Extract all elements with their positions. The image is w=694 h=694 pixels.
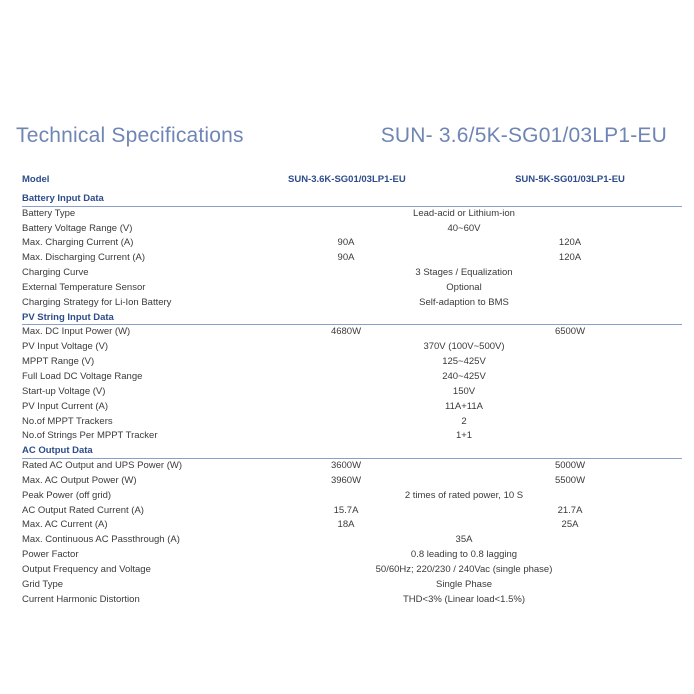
spec-row [22, 533, 682, 548]
spec-label: Output Frequency and Voltage [22, 563, 151, 575]
spec-label: AC Output Rated Current (A) [22, 504, 144, 516]
spec-value-model-2: 21.7A [557, 504, 583, 516]
spec-label: Battery Type [22, 207, 76, 219]
spec-row [22, 385, 682, 400]
spec-value-model-1: 3960W [330, 474, 362, 486]
spec-label: MPPT Range (V) [22, 356, 95, 368]
spec-value-merged: 35A [455, 534, 473, 546]
model-header-row [22, 173, 682, 188]
spec-value-model-1: 90A [337, 252, 355, 264]
model-label: Model [22, 174, 50, 185]
spec-value-model-1: 18A [337, 519, 355, 531]
spec-row [22, 266, 682, 281]
spec-label: Max. Discharging Current (A) [22, 252, 146, 264]
spec-label: No.of Strings Per MPPT Tracker [22, 430, 158, 442]
spec-value-merged: 50/60Hz; 220/230 / 240Vac (single phase) [375, 563, 553, 575]
spec-label: PV Input Voltage (V) [22, 341, 109, 353]
spec-row [22, 563, 682, 578]
spec-row [22, 548, 682, 563]
page-title: Technical Specifications [16, 124, 244, 147]
spec-row [22, 593, 682, 608]
spec-row [22, 578, 682, 593]
spec-row [22, 236, 682, 251]
spec-value-model-2: 5500W [554, 474, 586, 486]
spec-label: Max. AC Current (A) [22, 519, 108, 531]
spec-row [22, 459, 682, 474]
spec-label: Full Load DC Voltage Range [22, 370, 143, 382]
section-title: AC Output Data [22, 445, 93, 457]
spec-row [22, 415, 682, 430]
spec-label: Max. DC Input Power (W) [22, 326, 131, 338]
spec-label: Start-up Voltage (V) [22, 385, 106, 397]
spec-value-merged: Lead-acid or Lithium-ion [413, 207, 515, 219]
spec-row [22, 474, 682, 489]
spec-label: Max. Continuous AC Passthrough (A) [22, 534, 180, 546]
spec-value-model-1: 90A [337, 237, 355, 249]
spec-row [22, 489, 682, 504]
model-col-2: SUN-5K-SG01/03LP1-EU [515, 174, 625, 185]
spec-value-merged: 1+1 [455, 430, 473, 442]
section-header [22, 444, 682, 459]
spec-value-merged: Single Phase [436, 578, 492, 590]
spec-value-merged: 370V (100V~500V) [423, 341, 505, 353]
spec-row [22, 222, 682, 237]
section-header [22, 192, 682, 207]
spec-table [22, 173, 682, 607]
spec-value-model-2: 120A [558, 252, 582, 264]
section-header [22, 311, 682, 326]
model-range-title: SUN- 3.6/5K-SG01/03LP1-EU [380, 124, 667, 147]
spec-label: Peak Power (off grid) [22, 489, 112, 501]
spec-row [22, 355, 682, 370]
spec-label: Battery Voltage Range (V) [22, 222, 133, 234]
spec-value-merged: 2 [461, 415, 467, 427]
section-title: PV String Input Data [22, 311, 114, 323]
spec-value-model-1: 4680W [330, 326, 362, 338]
spec-value-model-2: 120A [558, 237, 582, 249]
spec-value-merged: 40~60V [447, 222, 481, 234]
spec-label: Grid Type [22, 578, 64, 590]
spec-label: Rated AC Output and UPS Power (W) [22, 460, 182, 472]
spec-label: PV Input Current (A) [22, 400, 109, 412]
spec-label: Charging Strategy for Li-Ion Battery [22, 296, 172, 308]
spec-row [22, 325, 682, 340]
spec-value-merged: 2 times of rated power, 10 S [404, 489, 524, 501]
spec-label: Max. Charging Current (A) [22, 237, 134, 249]
spec-label: Power Factor [22, 549, 79, 561]
spec-value-merged: Self-adaption to BMS [419, 296, 509, 308]
spec-value-merged: 125~425V [442, 356, 486, 368]
spec-row [22, 281, 682, 296]
spec-label: Current Harmonic Distortion [22, 593, 140, 605]
spec-label: External Temperature Sensor [22, 281, 146, 293]
spec-label: No.of MPPT Trackers [22, 415, 113, 427]
spec-value-model-1: 3600W [330, 460, 362, 472]
spec-value-merged: 0.8 leading to 0.8 lagging [410, 549, 518, 561]
spec-value-model-2: 6500W [554, 326, 586, 338]
spec-label: Charging Curve [22, 267, 89, 279]
spec-value-merged: THD<3% (Linear load<1.5%) [403, 593, 525, 605]
spec-value-merged: Optional [446, 281, 482, 293]
spec-value-merged: 3 Stages / Equalization [415, 267, 513, 279]
spec-row [22, 340, 682, 355]
section-title: Battery Input Data [22, 192, 104, 204]
spec-value-merged: 240~425V [442, 370, 486, 382]
spec-row [22, 296, 682, 311]
spec-value-merged: 11A+11A [445, 400, 483, 412]
spec-row [22, 251, 682, 266]
spec-value-model-2: 5000W [554, 460, 586, 472]
model-col-1: SUN-3.6K-SG01/03LP1-EU [288, 174, 406, 185]
spec-row [22, 504, 682, 519]
spec-value-model-2: 25A [561, 519, 579, 531]
spec-row [22, 400, 682, 415]
spec-value-merged: 150V [452, 385, 476, 397]
spec-row [22, 518, 682, 533]
spec-row [22, 429, 682, 444]
spec-row [22, 370, 682, 385]
spec-label: Max. AC Output Power (W) [22, 474, 137, 486]
spec-value-model-1: 15.7A [333, 504, 359, 516]
spec-row [22, 207, 682, 222]
